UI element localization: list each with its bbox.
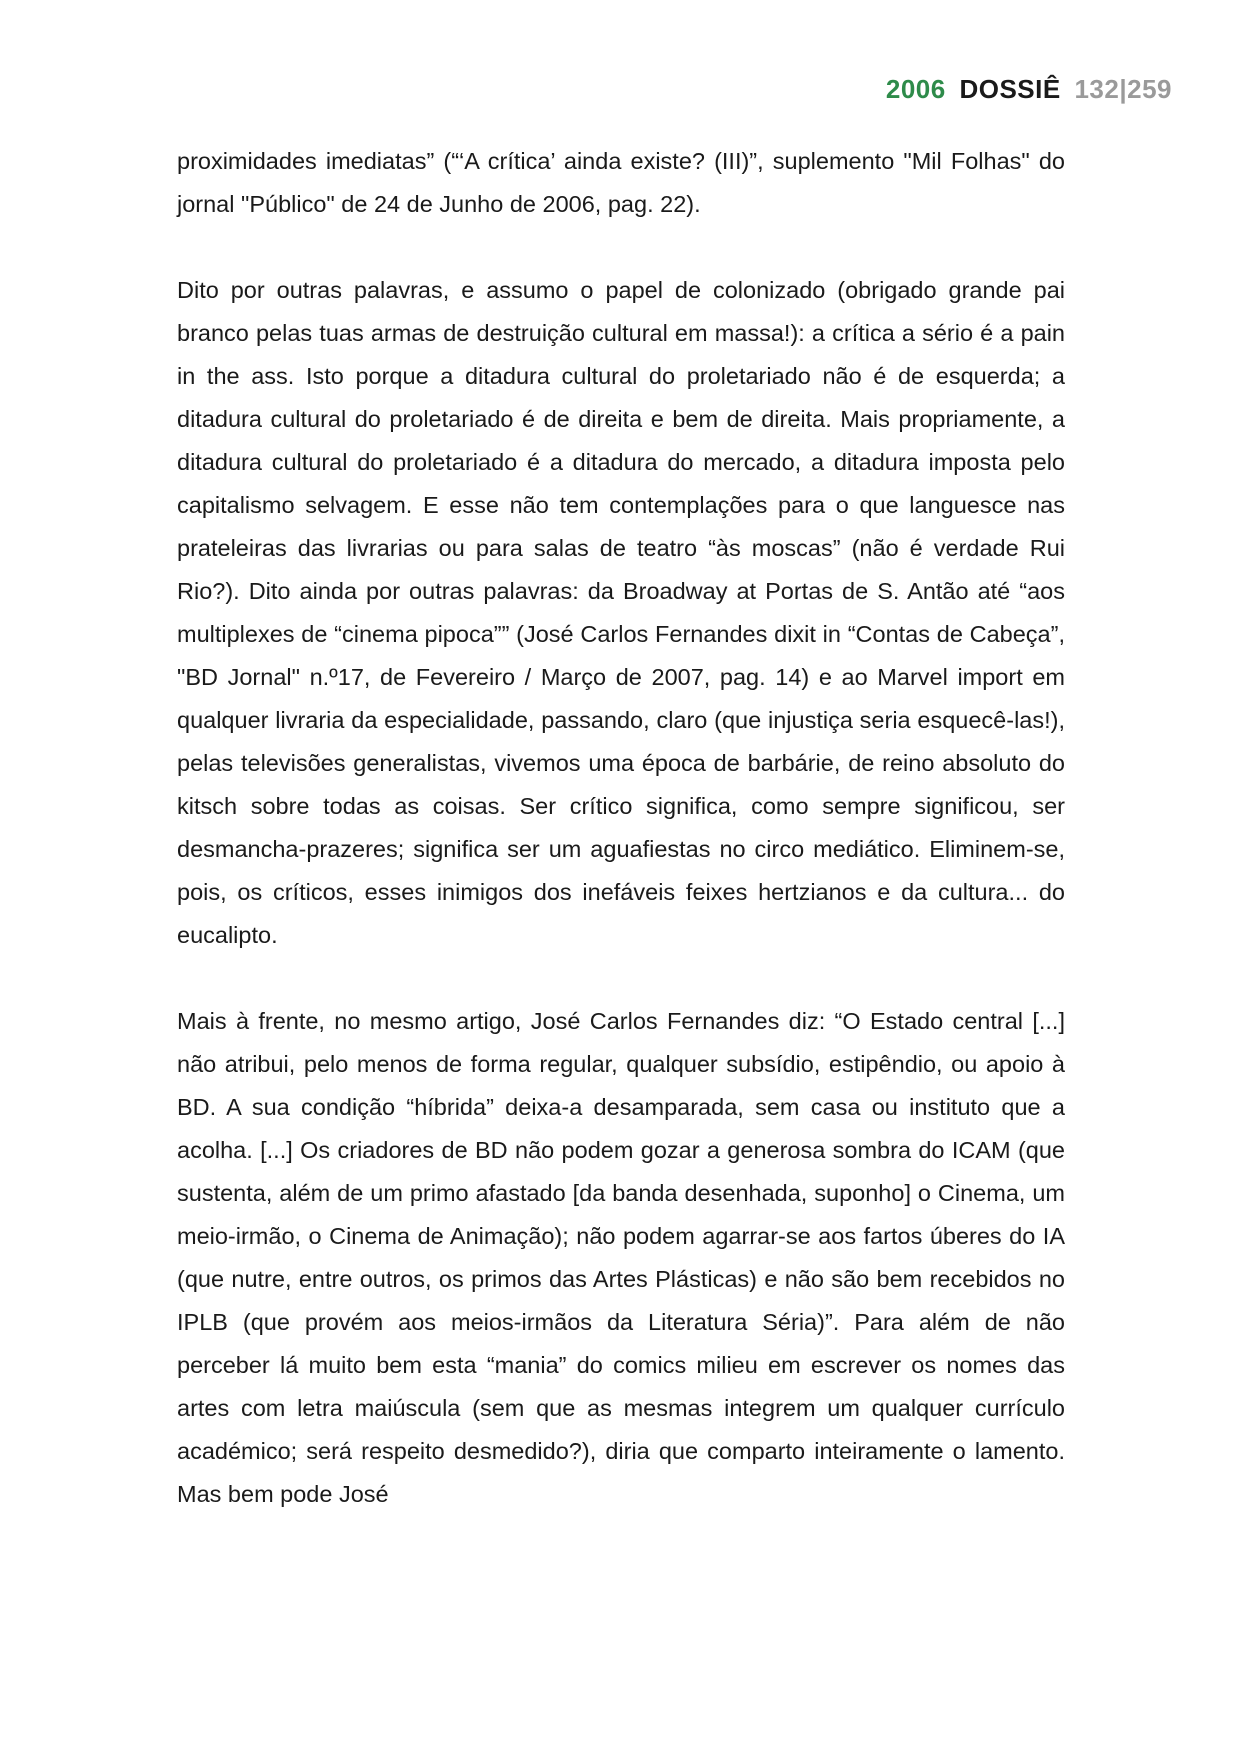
paragraph: Mais à frente, no mesmo artigo, José Carlos Fernandes diz: “O Estado central [...] não atribui, pelo menos de forma regular, qualquer subsídio, estipêndio, ou apoio à BD. A sua condição “híbrida” deixa-a desamparada, sem casa ou instituto que a acolha. [...] Os criadores de BD não podem gozar a generosa sombra do ICAM (que sustenta, além de um primo afastado [da banda desenhada, suponho] o Cinema, um meio-irmão, o Cinema de Animação); não podem agarrar-se aos fartos úberes do IA (que nutre, entre outros, os primos das Artes Plásticas) e não são bem recebidos no IPLB (que provém aos meios-irmãos da Literatura Séria)”. Para além de não perceber lá muito bem esta “mania” do comics milieu em escrever os nomes das artes com letra maiúscula (sem que as mesmas integrem um qualquer currículo académico; será respeito desmedido?), diria que comparto inteiramente o lamento. Mas bem pode José — [177, 1008, 1065, 1507]
header-page-number: 132|259 — [1074, 74, 1172, 104]
header-year: 2006 — [885, 74, 946, 104]
header-title: DOSSIÊ — [959, 74, 1061, 104]
paragraph: Dito por outras palavras, e assumo o papel de colonizado (obrigado grande pai branco pelas tuas armas de destruição cultural em massa!): a crítica a sério é a pain in the ass. Isto porque a ditadura cultural do proletariado não é de esquerda; a ditadura cultural do proletariado é de direita e bem de direita. Mais propriamente, a ditadura cultural do proletariado é a ditadura do mercado, a ditadura imposta pelo capitalismo selvagem. E esse não tem contemplações para o que languesce nas prateleiras das livrarias ou para salas de teatro “às moscas” (não é verdade Rui Rio?). Dito ainda por outras palavras: da Broadway at Portas de S. Antão até “aos multiplexes de “cinema pipoca”” (José Carlos Fernandes dixit in “Contas de Cabeça”, "BD Jornal" n.º17, de Fevereiro / Março de 2007, pag. 14) e ao Marvel import em qualquer livraria da especialidade, passando, claro (que injustiça seria esquecê-las!), pelas televisões generalistas, vivemos uma época de barbárie, de reino absoluto do kitsch sobre todas as coisas. Ser crítico significa, como sempre significou, ser desmancha-prazeres; significa ser um aguafiestas no circo mediático. Eliminem-se, pois, os críticos, esses inimigos dos inefáveis feixes hertzianos e da cultura... do eucalipto. — [177, 277, 1065, 948]
paragraph: proximidades imediatas” (“‘A crítica’ ainda existe? (III)”, suplemento "Mil Folhas" do jornal "Público" de 24 de Junho de 2006, pag. 22). — [177, 148, 1065, 217]
document-body — [177, 140, 1065, 1559]
page-header — [886, 74, 1172, 105]
